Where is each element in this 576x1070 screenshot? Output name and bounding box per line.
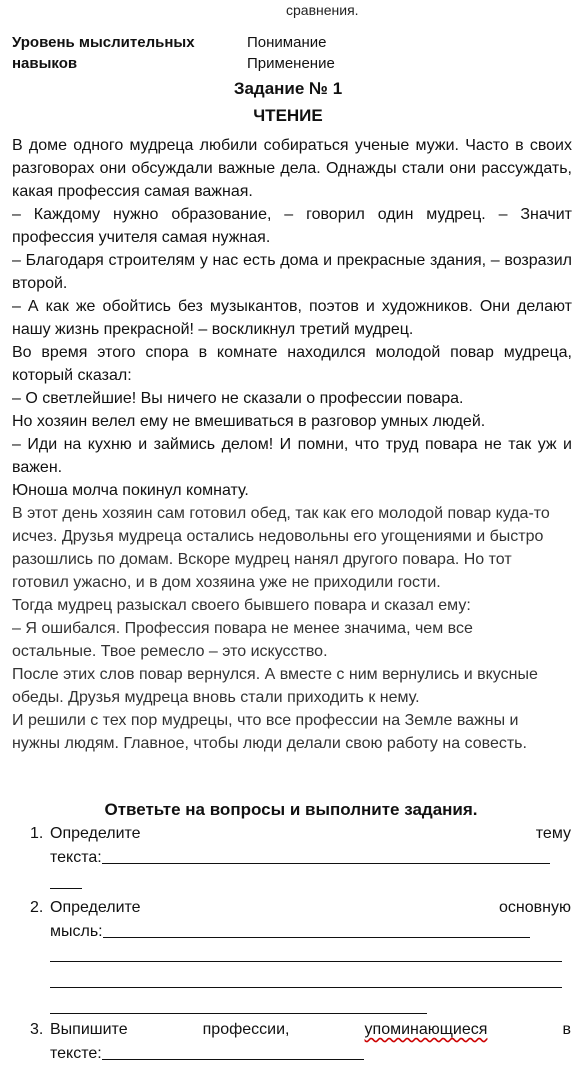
story-paragraph-2: – Каждому нужно образование, – говорил один мудрец. – Значит профессия учителя самая нужная.: [12, 206, 572, 246]
question-2-answer-line-3[interactable]: [50, 987, 562, 988]
question-2-answer-line-4[interactable]: [50, 1013, 427, 1014]
question-2: [0, 896, 576, 1020]
question-1-word-text: текста:: [50, 849, 102, 866]
story-paragraph-7: Но хозяин велел ему не вмешиваться в разговор умных людей.: [12, 413, 486, 430]
story-paragraph-9: Юноша молча покинул комнату.: [12, 482, 249, 499]
story-paragraph-11: Тогда мудрец разыскал своего бывшего повара и сказал ему:: [12, 597, 471, 614]
story-paragraph-14: И решили с тех пор мудрецы, что все профессии на Земле важны и нужны людям. Главное, чтобы люди делали свою работу на совесть.: [12, 712, 527, 752]
question-3-word-professions: профессии,: [202, 1021, 290, 1038]
question-3-word-in: в: [562, 1021, 571, 1038]
section-title: ЧТЕНИЕ: [253, 106, 323, 125]
story-paragraph-12: – Я ошибался. Профессия повара не менее значима, чем все остальные. Твое ремесло – это искусство.: [12, 620, 473, 660]
question-2-number: 2.: [30, 899, 44, 916]
question-3-word-write-out: Выпишите: [50, 1021, 128, 1038]
question-3-line-1: [50, 1018, 571, 1042]
question-3-answer-field[interactable]: [102, 1042, 364, 1060]
skills-level-values: [247, 32, 335, 74]
question-2-answer-line-2[interactable]: [50, 961, 562, 962]
story-paragraph-5: Во время этого спора в комнате находился молодой повар мудреца, который сказал:: [12, 344, 572, 384]
question-1-word-define: Определите: [50, 825, 141, 842]
question-1-answer-tail[interactable]: [50, 888, 82, 889]
question-2-line-2: [50, 920, 530, 944]
story-text-part-1: [12, 134, 572, 502]
question-1-line-1: [50, 822, 571, 846]
skills-value-understanding: Понимание: [247, 34, 327, 51]
skills-value-application: Применение: [247, 55, 335, 72]
story-paragraph-10: В этот день хозяин сам готовил обед, так как его молодой повар куда-то исчез. Друзья мудреца остались недовольны его угощениями и быстро разошлись по домам. Вскоре мудрец нанял другого повара. Но тот готовил ужасно, и в дом хозяина уже не приходили гости.: [12, 505, 550, 591]
question-2-line-1: [50, 896, 571, 920]
question-1-line-2: [50, 846, 550, 870]
question-2-word-define: Определите: [50, 899, 141, 916]
story-paragraph-4: – А как же обойтись без музыкантов, поэтов и художников. Они делают нашу жизнь прекрасной! – воскликнул третий мудрец.: [12, 298, 572, 338]
question-1-answer-field[interactable]: [102, 846, 550, 864]
question-1-number: 1.: [30, 825, 44, 842]
question-3-word-mentioned: упоминающиеся: [364, 1021, 488, 1038]
question-1-word-topic: тему: [535, 825, 571, 842]
skills-label-line-1: Уровень мыслительных: [12, 34, 195, 51]
skills-level-label: [12, 32, 195, 74]
question-3: [0, 1018, 576, 1068]
story-paragraph-8: – Иди на кухню и займись делом! И помни, что труд повара не так уж и важен.: [12, 436, 572, 476]
question-3-word-text: тексте:: [50, 1045, 102, 1062]
question-2-answer-field[interactable]: [103, 920, 530, 938]
story-paragraph-6: – О светлейшие! Вы ничего не сказали о профессии повара.: [12, 390, 464, 407]
task-title: Задание № 1: [233, 79, 343, 98]
story-paragraph-13: После этих слов повар вернулся. А вместе с ним вернулись и вкусные обеды. Друзья мудреца вновь стали приходить к нему.: [12, 666, 538, 706]
story-paragraph-3: – Благодаря строителям у нас есть дома и прекрасные здания, – возразил второй.: [12, 252, 572, 292]
question-3-line-2: [50, 1042, 364, 1066]
cut-off-line: сравнения.: [286, 2, 359, 18]
question-3-number: 3.: [30, 1021, 44, 1038]
question-1: [0, 822, 576, 892]
question-2-word-idea: мысль:: [50, 923, 103, 940]
question-2-word-main: основную: [499, 899, 571, 916]
questions-header: Ответьте на вопросы и выполните задания.: [104, 800, 478, 819]
story-text-part-2: [12, 502, 552, 755]
skills-label-line-2: навыков: [12, 55, 78, 72]
story-paragraph-1: В доме одного мудреца любили собираться ученые мужи. Часто в своих разговорах они обсуждали важные дела. Однажды стали они рассуждать, какая профессия самая важная.: [12, 137, 572, 200]
